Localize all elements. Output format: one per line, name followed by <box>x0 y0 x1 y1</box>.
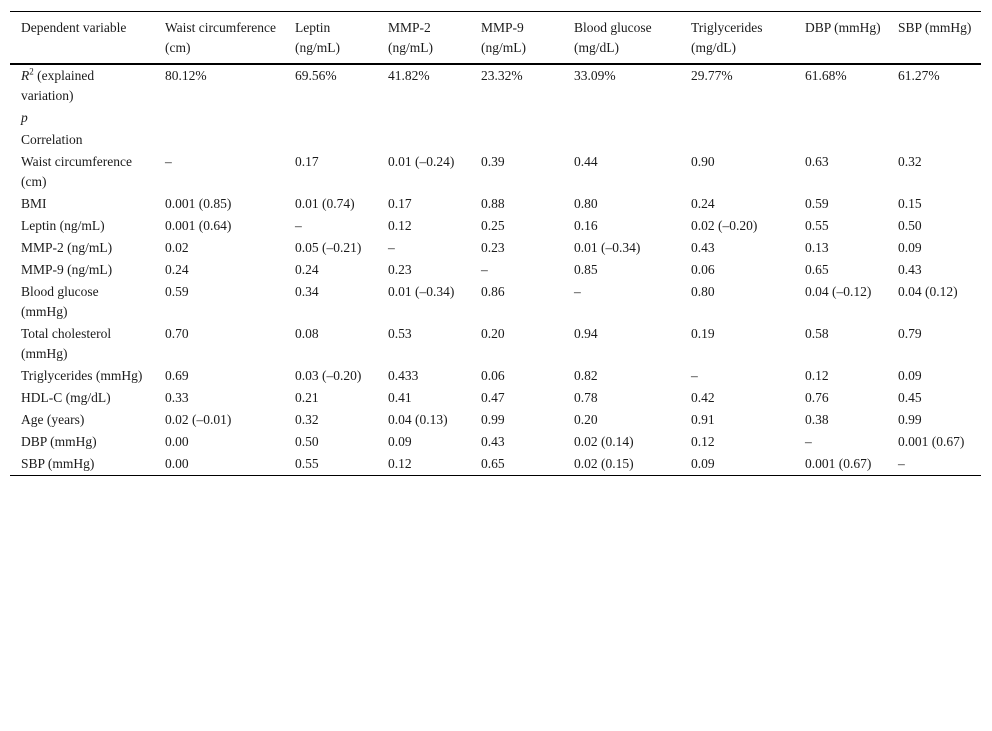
table-cell: 0.04 (0.12) <box>898 284 958 299</box>
table-cell: 0.17 <box>388 196 412 211</box>
table-cell: 0.85 <box>574 262 598 277</box>
table-cell: 0.88 <box>481 196 505 211</box>
table-row <box>10 387 981 409</box>
row-label: HDL-C (mg/dL) <box>21 390 111 405</box>
table-cell: 0.09 <box>898 368 922 383</box>
table-cell: 0.09 <box>898 240 922 255</box>
table-cell: 0.65 <box>481 456 505 471</box>
table-cell: 0.33 <box>165 390 189 405</box>
r2-value: 33.09% <box>574 68 616 83</box>
table-row <box>10 237 981 259</box>
table-cell: – <box>481 262 488 277</box>
row-label: Total cholesterol (mmHg) <box>21 326 112 361</box>
column-header: MMP-9 (ng/mL) <box>481 20 526 55</box>
table-cell: 0.42 <box>691 390 715 405</box>
table-cell: 0.21 <box>295 390 319 405</box>
table-cell: 0.82 <box>574 368 598 383</box>
table-row <box>10 193 981 215</box>
table-cell: 0.09 <box>388 434 412 449</box>
table-cell: 0.04 (–0.12) <box>805 284 872 299</box>
table-cell: 0.43 <box>898 262 922 277</box>
table-cell: 0.44 <box>574 154 598 169</box>
table-cell: – <box>388 240 395 255</box>
table-cell: 0.12 <box>388 218 412 233</box>
table-cell: 0.23 <box>481 240 505 255</box>
correlation-label: Correlation <box>21 132 83 147</box>
column-header: Blood glucose (mg/dL) <box>574 20 652 55</box>
table-cell: 0.63 <box>805 154 829 169</box>
column-header: MMP-2 (ng/mL) <box>388 20 433 55</box>
table-cell: 0.55 <box>295 456 319 471</box>
table-cell: 0.70 <box>165 326 189 341</box>
table-cell: 0.91 <box>691 412 715 427</box>
table-cell: 0.86 <box>481 284 505 299</box>
table-cell: 0.90 <box>691 154 715 169</box>
table-cell: 0.12 <box>388 456 412 471</box>
table-cell: 0.94 <box>574 326 598 341</box>
row-label: BMI <box>21 196 47 211</box>
row-label: Triglycerides (mmHg) <box>21 368 143 383</box>
column-header: Dependent variable <box>21 20 127 35</box>
table-cell: 0.19 <box>691 326 715 341</box>
table-cell: 0.09 <box>691 456 715 471</box>
table-cell: 0.03 (–0.20) <box>295 368 362 383</box>
column-header: SBP (mmHg) <box>898 20 972 35</box>
row-label: MMP-2 (ng/mL) <box>21 240 113 255</box>
row-label: Age (years) <box>21 412 85 427</box>
r2-label: $R^2$ (explained variation) <box>21 66 95 103</box>
row-label: MMP-9 (ng/mL) <box>21 262 113 277</box>
row-label: Leptin (ng/mL) <box>21 218 105 233</box>
table-cell: 0.02 <box>165 240 189 255</box>
table-cell: 0.08 <box>295 326 319 341</box>
table-cell: 0.16 <box>574 218 598 233</box>
table-cell: 0.79 <box>898 326 922 341</box>
table-cell: 0.24 <box>295 262 319 277</box>
column-header: Leptin (ng/mL) <box>295 20 340 55</box>
table-cell: 0.00 <box>165 456 189 471</box>
table-cell: 0.34 <box>295 284 319 299</box>
table-cell: 0.06 <box>691 262 715 277</box>
table-cell: 0.53 <box>388 326 412 341</box>
table-cell: 0.23 <box>388 262 412 277</box>
table-cell: 0.76 <box>805 390 829 405</box>
table-cell: 0.05 (–0.21) <box>295 240 362 255</box>
r2-value: 29.77% <box>691 68 733 83</box>
table-cell: 0.39 <box>481 154 505 169</box>
table-cell: 0.13 <box>805 240 829 255</box>
table-cell: 0.43 <box>481 434 505 449</box>
table-cell: 0.59 <box>165 284 189 299</box>
table-row <box>10 281 981 323</box>
row-label: Waist circumference (cm) <box>21 154 132 189</box>
table-cell: 0.24 <box>165 262 189 277</box>
table-cell: 0.01 (0.74) <box>295 196 355 211</box>
table-row <box>10 151 981 193</box>
table-cell: 0.02 (–0.01) <box>165 412 232 427</box>
table-cell: – <box>805 434 812 449</box>
table-cell: 0.02 (0.15) <box>574 456 634 471</box>
table-cell: – <box>898 456 905 471</box>
r2-value: 61.27% <box>898 68 940 83</box>
table-cell: 0.55 <box>805 218 829 233</box>
table-cell: 0.433 <box>388 368 419 383</box>
table-cell: 0.001 (0.85) <box>165 196 232 211</box>
table-cell: 0.32 <box>295 412 319 427</box>
table-cell: 0.32 <box>898 154 922 169</box>
table-cell: 0.69 <box>165 368 189 383</box>
table-cell: 0.20 <box>481 326 505 341</box>
table-cell: 0.06 <box>481 368 505 383</box>
table-cell: 0.41 <box>388 390 412 405</box>
column-header: Waist circumference (cm) <box>165 20 276 55</box>
regression-table <box>10 11 981 476</box>
r2-value: 41.82% <box>388 68 430 83</box>
table-cell: 0.80 <box>574 196 598 211</box>
table-cell: 0.17 <box>295 154 319 169</box>
table-cell: 0.12 <box>805 368 829 383</box>
correlation-label-row <box>10 129 981 151</box>
table-cell: 0.25 <box>481 218 505 233</box>
header-row <box>10 12 981 65</box>
column-header: DBP (mmHg) <box>805 20 881 35</box>
table-row <box>10 259 981 281</box>
table-cell: 0.78 <box>574 390 598 405</box>
table-cell: 0.58 <box>805 326 829 341</box>
table-cell: 0.001 (0.67) <box>898 434 965 449</box>
table-cell: 0.50 <box>898 218 922 233</box>
table-cell: 0.65 <box>805 262 829 277</box>
table-cell: 0.02 (–0.20) <box>691 218 758 233</box>
column-header: Triglycerides (mg/dL) <box>691 20 763 55</box>
table-row <box>10 453 981 476</box>
r2-value: 23.32% <box>481 68 523 83</box>
table-cell: 0.01 (–0.34) <box>388 284 455 299</box>
table-cell: 0.24 <box>691 196 715 211</box>
table-cell: 0.47 <box>481 390 505 405</box>
table-cell: 0.15 <box>898 196 922 211</box>
p-label-row <box>10 107 981 129</box>
table-cell: 0.20 <box>574 412 598 427</box>
table-cell: – <box>691 368 698 383</box>
table-cell: 0.01 (–0.34) <box>574 240 641 255</box>
table-cell: 0.001 (0.67) <box>805 456 872 471</box>
row-label: DBP (mmHg) <box>21 434 97 449</box>
r2-value: 61.68% <box>805 68 847 83</box>
table-cell: 0.001 (0.64) <box>165 218 232 233</box>
table-cell: 0.50 <box>295 434 319 449</box>
table-cell: 0.80 <box>691 284 715 299</box>
row-label: SBP (mmHg) <box>21 456 95 471</box>
p-label: p <box>21 110 28 125</box>
r2-value: 80.12% <box>165 68 207 83</box>
table-row <box>10 409 981 431</box>
table-cell: 0.99 <box>898 412 922 427</box>
table-cell: 0.12 <box>691 434 715 449</box>
table-row <box>10 365 981 387</box>
table-row <box>10 431 981 453</box>
table-cell: – <box>295 218 302 233</box>
table-cell: 0.02 (0.14) <box>574 434 634 449</box>
r2-row <box>10 64 981 107</box>
table-cell: 0.43 <box>691 240 715 255</box>
r2-value: 69.56% <box>295 68 337 83</box>
table-cell: 0.59 <box>805 196 829 211</box>
table-cell: – <box>165 154 172 169</box>
table-cell: 0.99 <box>481 412 505 427</box>
table-cell: 0.00 <box>165 434 189 449</box>
table-row <box>10 215 981 237</box>
table-container <box>10 11 981 476</box>
table-cell: 0.38 <box>805 412 829 427</box>
table-cell: 0.04 (0.13) <box>388 412 448 427</box>
table-row <box>10 323 981 365</box>
table-cell: 0.01 (–0.24) <box>388 154 455 169</box>
row-label: Blood glucose (mmHg) <box>21 284 99 319</box>
table-cell: – <box>574 284 581 299</box>
table-cell: 0.45 <box>898 390 922 405</box>
